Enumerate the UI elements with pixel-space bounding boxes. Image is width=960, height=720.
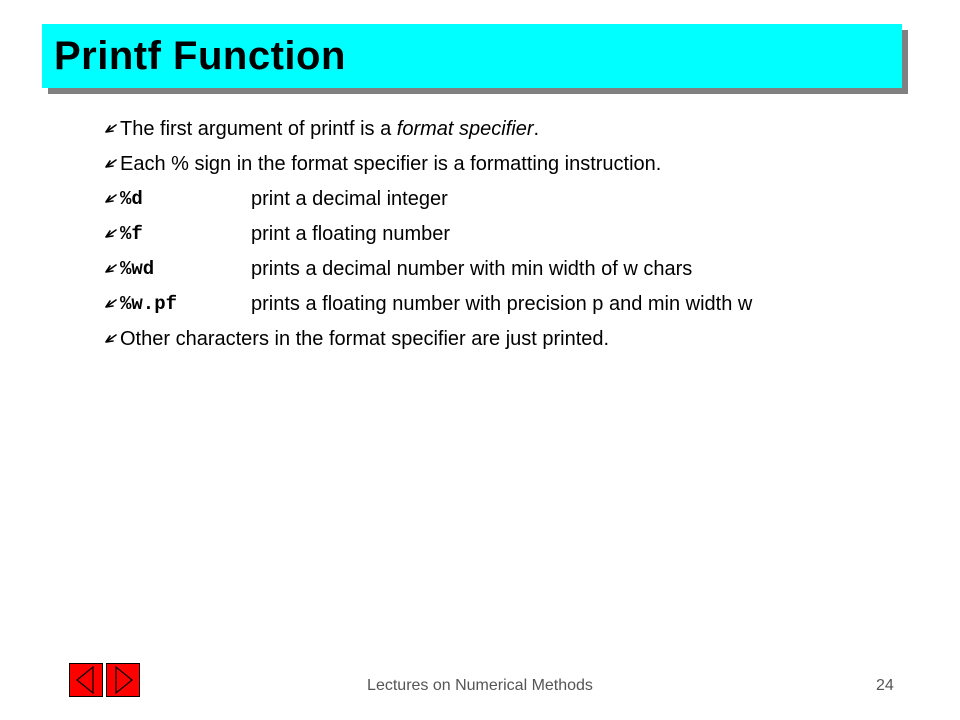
arrow-bullet-icon — [102, 121, 118, 137]
specifier-item — [102, 256, 902, 291]
specifier-item — [102, 291, 902, 326]
bullet-item — [102, 326, 902, 361]
arrow-bullet-icon — [102, 156, 118, 172]
slide-number: 24 — [876, 677, 894, 694]
bullet-text: Other characters in the format specifier are just printed. — [120, 328, 610, 350]
specifier-description: prints a decimal number with min width of w chars — [251, 258, 693, 280]
specifier-code: %w.pf — [120, 293, 178, 315]
arrow-bullet-icon — [102, 191, 118, 207]
specifier-code: %wd — [120, 258, 155, 280]
specifier-item — [102, 186, 902, 221]
arrow-bullet-icon — [102, 226, 118, 242]
specifier-code: %f — [120, 223, 143, 245]
arrow-bullet-icon — [102, 331, 118, 347]
title-banner — [42, 24, 902, 88]
slide-title: Printf Function — [54, 33, 346, 78]
footer-title: Lectures on Numerical Methods — [367, 677, 593, 694]
specifier-description: print a decimal integer — [251, 188, 448, 210]
specifier-description: prints a floating number with precision p and min width w — [251, 293, 753, 315]
bullet-list — [102, 116, 902, 361]
bullet-item — [102, 151, 902, 186]
bullet-item — [102, 116, 902, 151]
format-specifier-term: format specifier — [396, 118, 534, 140]
specifier-description: print a floating number — [251, 223, 451, 245]
arrow-bullet-icon — [102, 261, 118, 277]
specifier-item — [102, 221, 902, 256]
specifier-code: %d — [120, 188, 143, 210]
bullet-text: The first argument of printf is a — [120, 118, 397, 140]
arrow-bullet-icon — [102, 296, 118, 312]
bullet-text: Each % sign in the format specifier is a formatting instruction. — [120, 153, 662, 175]
bullet-text-end: . — [533, 118, 540, 140]
